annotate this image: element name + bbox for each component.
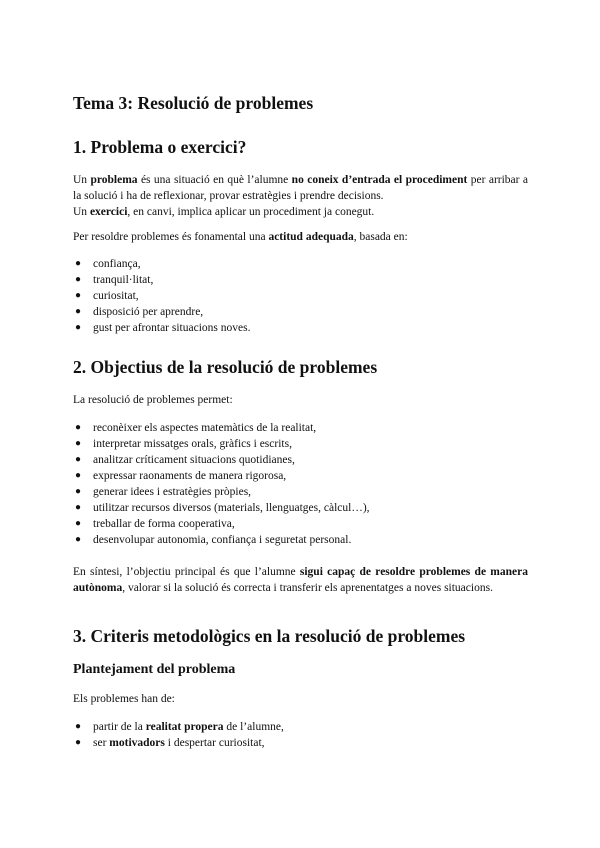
list-item: ● reconèixer els aspectes matemàtics de la realitat, [75, 422, 317, 434]
bullet-icon: ● [75, 534, 82, 545]
bullet-icon: ● [75, 274, 82, 285]
list-item: ● ser motivadors i despertar curiositat, [75, 737, 265, 749]
list-item: ● curiositat, [75, 290, 139, 302]
list-item: ● desenvolupar autonomia, confiança i seguretat personal. [75, 534, 352, 546]
bullet-icon: ● [75, 422, 82, 433]
list-item: ● tranquil·litat, [75, 274, 154, 286]
list-item: ● treballar de forma cooperativa, [75, 518, 235, 530]
section-3-heading: 3. Criteris metodològics en la resolució de problemes [73, 626, 466, 646]
document-body [73, 92, 528, 751]
objectives-intro: La resolució de problemes permet: [73, 394, 233, 406]
attitude-paragraph: Per resoldre problemes és fonamental una actitud adequada, basada en: [73, 231, 408, 243]
objectives-summary: En síntesi, l’objectiu principal és que l’alumne sigui capaç de resoldre problemes de manera autònoma, valorar si la solució és correcta i transferir els aprenentatges a noves situacions. [73, 566, 528, 594]
list-item: ● gust per afrontar situacions noves. [75, 322, 251, 334]
problem-definition: Un problema és una situació en què l’alumne no coneix d’entrada el procediment per arribar a la solució i ha de reflexionar, provar estratègies i prendre decisions. [73, 174, 528, 202]
document-title: Tema 3: Resolució de problemes [73, 93, 314, 113]
bullet-icon: ● [75, 258, 82, 269]
bullet-icon: ● [75, 322, 82, 333]
list-item: ● disposició per aprendre, [75, 306, 204, 318]
objectives-list [73, 420, 528, 548]
list-item: ● interpretar missatges orals, gràfics i escrits, [75, 438, 292, 450]
list-item: ● utilitzar recursos diversos (materials, llenguatges, càlcul…), [75, 502, 370, 514]
bullet-icon: ● [75, 502, 82, 513]
criteria-list [73, 719, 528, 751]
section-1-heading: 1. Problema o exercici? [73, 137, 247, 157]
list-item: ● confiança, [75, 258, 141, 270]
attitude-list [73, 256, 528, 336]
bullet-icon: ● [75, 454, 82, 465]
bullet-icon: ● [75, 290, 82, 301]
exercise-definition: Un exercici, en canvi, implica aplicar un procediment ja conegut. [73, 206, 375, 218]
subsection-heading: Plantejament del problema [73, 662, 236, 677]
list-item: ● expressar raonaments de manera rigorosa, [75, 470, 287, 482]
list-item: ● partir de la realitat propera de l’alumne, [75, 721, 284, 733]
bullet-icon: ● [75, 470, 82, 481]
list-item: ● analitzar críticament situacions quotidianes, [75, 454, 295, 466]
bullet-icon: ● [75, 438, 82, 449]
criteria-intro: Els problemes han de: [73, 693, 175, 705]
list-item: ● generar idees i estratègies pròpies, [75, 486, 252, 498]
bullet-icon: ● [75, 518, 82, 529]
bullet-icon: ● [75, 486, 82, 497]
bullet-icon: ● [75, 721, 82, 732]
bullet-icon: ● [75, 737, 82, 748]
bullet-icon: ● [75, 306, 82, 317]
section-2-heading: 2. Objectius de la resolució de problemes [73, 357, 378, 377]
